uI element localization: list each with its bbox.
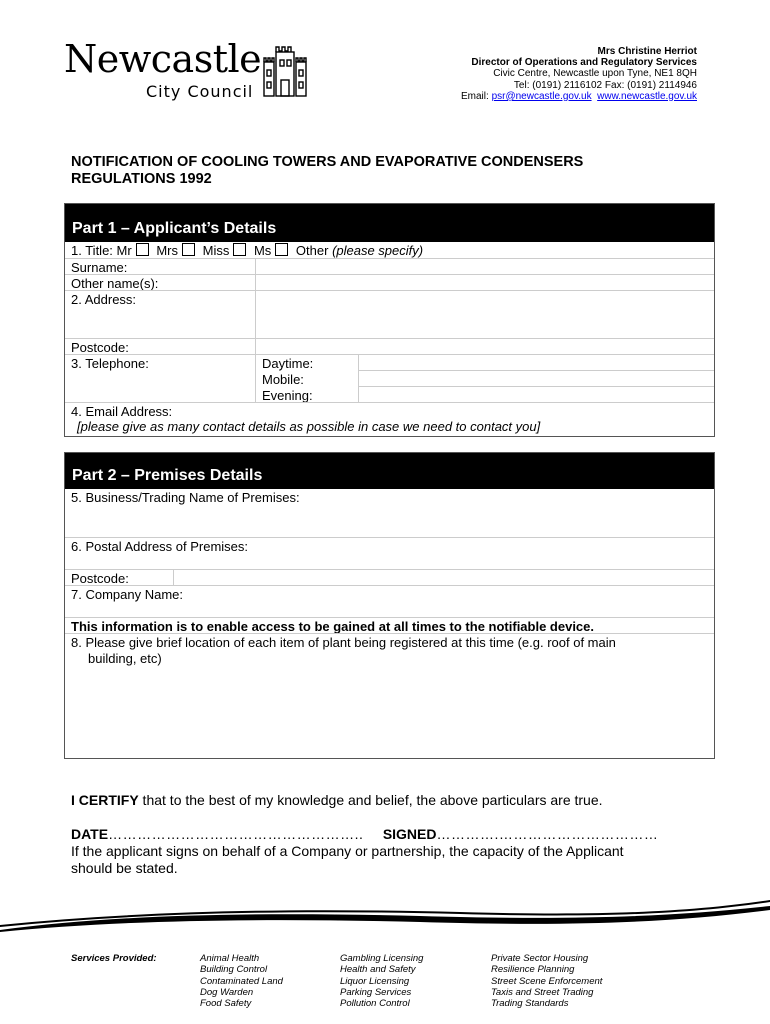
title-line-1: NOTIFICATION OF COOLING TOWERS AND EVAPORATIVE CONDENSERS [71, 154, 584, 170]
title-other-note: (please specify) [332, 243, 424, 258]
business-name-row[interactable] [65, 489, 714, 537]
plant-location-label [65, 634, 714, 756]
address-row [65, 290, 714, 338]
surname-label: Surname: [71, 260, 128, 275]
service-item: Food Safety [200, 998, 252, 1010]
postal-address-label: 6. Postal Address of Premises: [71, 539, 249, 554]
postcode-label: Postcode: [71, 340, 129, 355]
postcode-field[interactable] [255, 339, 714, 354]
email-address-field[interactable] [255, 403, 714, 418]
services-column-3 [491, 953, 602, 1009]
service-item: Animal Health [200, 953, 260, 964]
date-signature-line [71, 826, 658, 842]
access-note-row [65, 617, 714, 633]
postcode-row [65, 338, 714, 354]
title-row [65, 242, 714, 258]
business-name-label: 5. Business/Trading Name of Premises: [71, 490, 300, 505]
email-address-label: 4. Email Address: [71, 404, 173, 419]
company-name-label: 7. Company Name: [71, 587, 183, 602]
other-names-label: Other name(s): [71, 276, 159, 291]
logo-subtitle: City Council [146, 82, 254, 101]
service-item: Gambling Licensing [340, 953, 424, 964]
date-label: DATE [71, 826, 109, 842]
swoosh-divider [0, 900, 770, 936]
service-item: Health and Safety [340, 964, 416, 976]
title-ms-label: Ms [253, 243, 272, 258]
plant-location-row[interactable] [65, 633, 714, 756]
contact-role: Director of Operations and Regulatory Services [471, 57, 697, 69]
phone-fields [358, 355, 714, 402]
plant-location-line-1: 8. Please give brief location of each item of plant being registered at this time (e.g. roof of main [71, 635, 616, 650]
mobile-label: Mobile: [262, 372, 304, 387]
part2-section [64, 452, 715, 759]
signed-label: SIGNED [382, 826, 437, 842]
plant-location-line-2: building, etc) [88, 651, 162, 666]
title-mrs-label: Mrs [156, 243, 178, 258]
surname-field[interactable] [255, 259, 714, 274]
service-item: Pollution Control [340, 998, 410, 1010]
title-other-label: Other [295, 243, 329, 258]
title-ms-checkbox[interactable] [275, 243, 288, 256]
contact-note-row [65, 418, 714, 434]
evening-label: Evening: [262, 388, 313, 403]
access-note: This information is to enable access to be gained at all times to the notifiable device. [71, 619, 595, 634]
daytime-label: Daytime: [262, 356, 314, 371]
mobile-field[interactable] [359, 371, 714, 387]
email-row [65, 402, 714, 418]
part1-heading: Part 1 – Applicant’s Details [65, 204, 714, 242]
premises-postcode-label: Postcode: [71, 571, 129, 586]
part2-heading: Part 2 – Premises Details [65, 453, 714, 489]
phone-type-labels [255, 355, 358, 402]
logo-wordmark: Newcastle [64, 37, 262, 81]
contact-note: [please give as many contact details as possible in case we need to contact you] [77, 419, 541, 434]
company-name-row[interactable] [65, 585, 714, 617]
contact-phone: Tel: (0191) 2116102 Fax: (0191) 2114946 [513, 79, 697, 91]
certification-statement [71, 792, 603, 808]
part1-section [64, 203, 715, 437]
title-mrs-checkbox[interactable] [182, 243, 195, 256]
other-names-row [65, 274, 714, 290]
title-line-2: REGULATIONS 1992 [71, 171, 212, 187]
certify-bold: I CERTIFY [71, 792, 139, 808]
address-label: 2. Address: [71, 292, 137, 307]
email-link[interactable]: psr@newcastle.gov.uk [491, 90, 592, 102]
telephone-label: 3. Telephone: [71, 356, 149, 371]
premises-postcode-field[interactable] [173, 570, 714, 585]
contact-address: Civic Centre, Newcastle upon Tyne, NE1 8QH [493, 68, 697, 80]
evening-field[interactable] [359, 387, 714, 403]
service-item: Private Sector Housing [491, 953, 589, 964]
contact-email-line [461, 91, 697, 102]
other-names-field[interactable] [255, 275, 714, 290]
postal-address-row[interactable] [65, 537, 714, 569]
document-title [71, 154, 691, 188]
service-item: Resilience Planning [491, 964, 575, 976]
service-item: Liquor Licensing [340, 975, 410, 987]
premises-postcode-row [65, 569, 714, 585]
capacity-note [71, 843, 701, 877]
capacity-line-1: If the applicant signs on behalf of a Company or partnership, the capacity of the Applicant [71, 843, 624, 859]
title-label: 1. Title: Mr [71, 243, 132, 258]
address-field[interactable] [255, 291, 714, 338]
website-link[interactable]: www.newcastle.gov.uk [597, 90, 697, 102]
service-item: Trading Standards [491, 998, 569, 1010]
date-field[interactable]: …………………………………………….. [108, 826, 364, 842]
contact-name: Mrs Christine Herriot [597, 46, 697, 57]
service-item: Street Scene Enforcement [491, 975, 603, 987]
title-mr-checkbox[interactable] [136, 243, 149, 256]
services-column-2 [340, 953, 423, 1009]
email-label: Email: [460, 90, 489, 102]
service-item: Building Control [200, 964, 268, 976]
title-miss-checkbox[interactable] [233, 243, 246, 256]
contact-block [461, 46, 697, 102]
daytime-field[interactable] [359, 355, 714, 371]
capacity-line-2: should be stated. [71, 860, 178, 876]
surname-row [65, 258, 714, 274]
telephone-row [65, 354, 714, 402]
service-item: Dog Warden [200, 986, 254, 998]
castle-crest-icon [262, 42, 308, 98]
service-item: Parking Services [340, 986, 412, 998]
services-column-1 [200, 953, 283, 1009]
signature-field[interactable]: ………….…………………………… [436, 826, 659, 842]
service-item: Taxis and Street Trading [491, 986, 594, 998]
certify-rest: that to the best of my knowledge and belief, the above particulars are true. [138, 792, 603, 808]
service-item: Contaminated Land [200, 975, 283, 987]
services-label: Services Provided: [71, 953, 157, 964]
title-miss-label: Miss [202, 243, 230, 258]
